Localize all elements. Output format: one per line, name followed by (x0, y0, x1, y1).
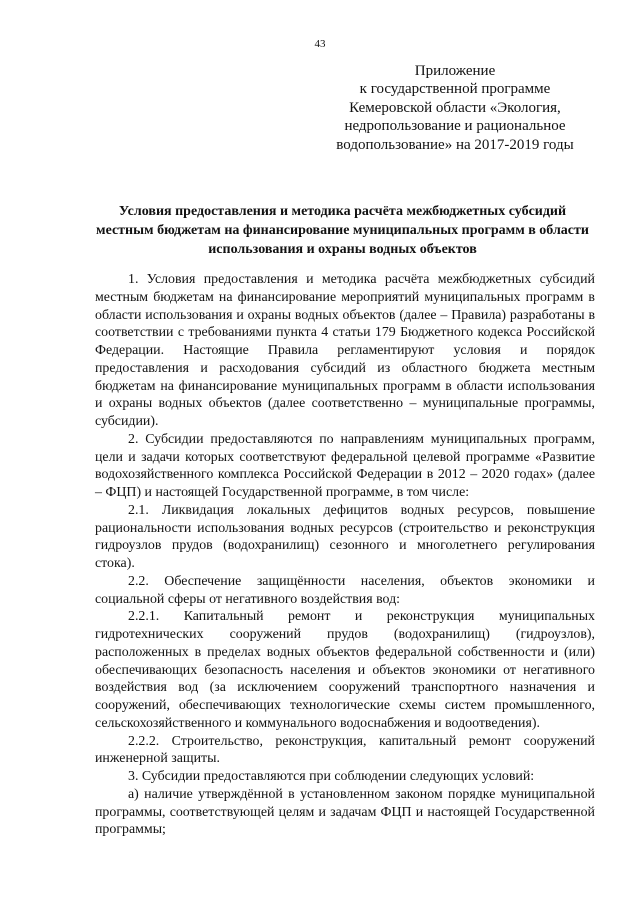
paragraph: а) наличие утверждённой в установленном законом порядке муниципальной программы, соответствующей целям и задачам ФЦП и настоящей Государственной программы; (95, 786, 595, 838)
appendix-line: Приложение (414, 63, 496, 79)
document-title: Условия предоставления и методика расчёта межбюджетных субсидий местным бюджетам на финансирование муниципальных программ в области использования и охраны водных объектов (96, 204, 589, 257)
paragraph: 2.1. Ликвидация локальных дефицитов водных ресурсов, повышение рациональности использования водных ресурсов (строительство и реконструкция гидроузлов прудов (водохранилищ) сезонного и многолетнего регулирования стока). (95, 502, 595, 571)
paragraph: 3. Субсидии предоставляются при соблюдении следующих условий: (128, 769, 535, 784)
paragraph: 2. Субсидии предоставляются по направлениям муниципальных программ, цели и задачи которых соответствуют федеральной целевой программе «Развитие водохозяйственного комплекса Российской Федерации в 2012 – 2020 годах» (далее – ФЦП) и настоящей Государственной программе, в том числе: (95, 431, 595, 500)
appendix-line: к государственной программе (359, 81, 551, 98)
appendix-line: Кемеровской области «Экология, (349, 99, 561, 116)
paragraph: 2.2. Обеспечение защищённости населения, объектов экономики и социальной сферы от негативного воздействия вод: (95, 573, 595, 607)
appendix-line: недропользование и рациональное (344, 118, 566, 135)
page-number: 43 (314, 38, 326, 50)
paragraph: 2.2.1. Капитальный ремонт и реконструкция муниципальных гидротехнических сооружений прудов (водохранилищ) (гидроузлов), расположенных в пределах водных объектов федеральной собственности и (или) обеспечивающих безопасность населения и объектов экономики от негативного воздействия вод (за исключением сооружений транспортного назначения и сооружений, обеспечивающих технологические схемы систем промышленного, сельскохозяйственного и коммунального водоснабжения и водоотведения). (95, 609, 595, 731)
paragraph: 1. Условия предоставления и методика расчёта межбюджетных субсидий местным бюджетам на финансирование мероприятий муниципальных программ в области использования и охраны водных объектов (далее – Правила) разработаны в соответствии с требованиями пункта 4 статьи 179 Бюджетного кодекса Российской Федерации. Настоящие Правила регламентируют условия и порядок предоставления и расходования субсидий из областного бюджета местным бюджетам на финансирование муниципальных программ в области использования и охраны водных объектов (далее соответственно – муниципальные программы, субсидии). (95, 272, 595, 429)
paragraph: 2.2.2. Строительство, реконструкция, капитальный ремонт сооружений инженерной защиты. (95, 733, 595, 767)
appendix-header (320, 62, 590, 154)
document-body (95, 271, 595, 839)
appendix-line: водопользование» на 2017-2019 годы (336, 136, 574, 153)
